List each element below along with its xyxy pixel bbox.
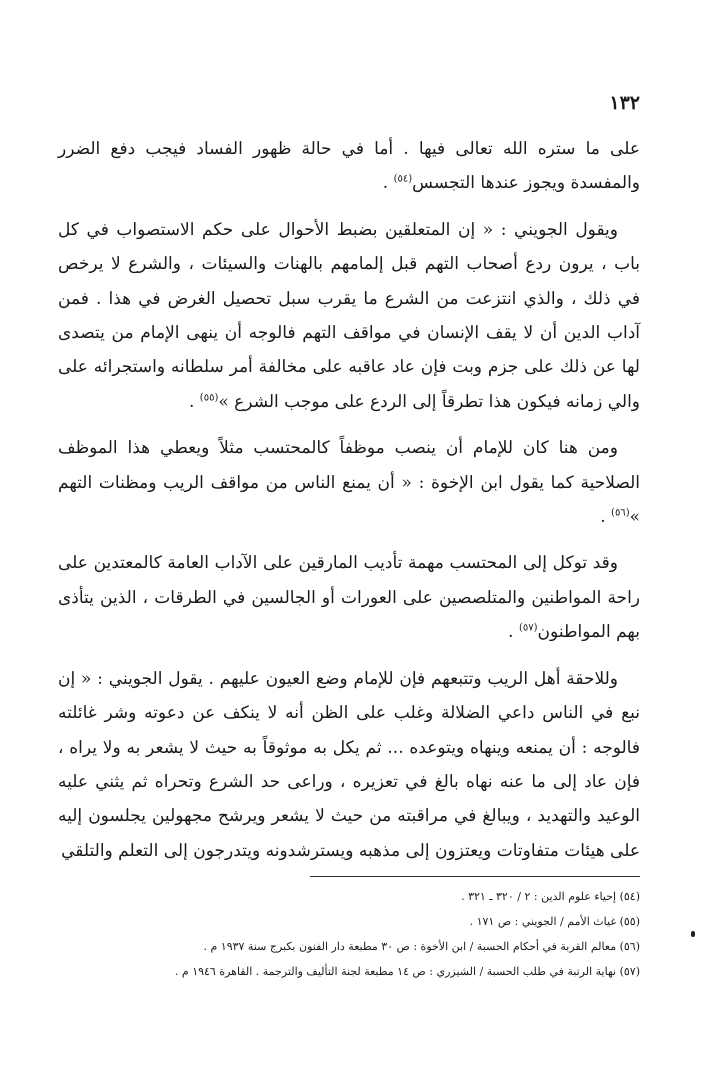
paragraph (58, 662, 640, 868)
paragraph (58, 213, 640, 419)
paragraph-tail: . (188, 391, 200, 412)
footnote-item: (٥٦) معالم القربة في أحكام الحسبة / ابن الأخوة : ص ٣٠ مطبعة دار الفنون بكبرج سنة ١٩٣٧ م . (203, 940, 640, 953)
footnote-divider (310, 876, 640, 877)
scan-speck (691, 931, 695, 937)
paragraph-text: وللاحقة أهل الريب وتتبعهم فإن للإمام وضع العيون عليهم . يقول الجويني : « إن نبع في الناس داعي الضلالة وغلب على الظن أنه لا ينكف عن دعوته وشر غائلته فالوجه : أن يمنعه وينهاه ويتوعده ... ثم يكل به موثوقاً به حيث لا يشعر به ولا يراه ، فإن عاد إلى ما عنه نهاه بالغ في تعزيره ، وراعى حد الشرع وتحراه ثم يثني عليه الوعيد والتهديد ، ويبالغ في مراقبته من حيث لا يشعر ويرشح مجهولين يجلسون إليه على هيئات متفاوتات ويعتزون إلى مذهبه ويسترشدونه ويتدرجون إلى التعلم والتلقي (58, 668, 640, 861)
paragraph-text: ويقول الجويني : « إن المتعلقين بضبط الأحوال على حكم الاستصواب في كل باب ، يرون ردع أصحاب التهم قبل إلمامهم بالهنات والسيئات ، والشرع لا يرخص في ذلك ، والذي انتزعت من الشرع ما يقرب سبل تحصيل الغرض في هذا . فمن آداب الدين أن لا يقف الإنسان في مواقف التهم فالوجه أن ينهى الإمام من يتصدى لها عن ذلك على جزم وبت فإن عاد عاقبه على مخالفة أمر سلطانه واستجرائه على والي زمانه فيكون هذا تطرقاً إلى الردع على موجب الشرع » (58, 219, 640, 412)
paragraph-text: على ما ستره الله تعالى فيها . أما في حالة ظهور الفساد فيجب دفع الضرر والمفسدة ويجوز عندها التجسس (58, 139, 640, 194)
paragraph-tail: . (600, 507, 612, 528)
footnote-ref[interactable]: (٥٥) (199, 392, 219, 404)
paragraph-text: ومن هنا كان للإمام أن ينصب موظفاً كالمحتسب مثلاً ويعطي هذا الموظف الصلاحية كما يقول ابن الإخوة : « أن يمنع الناس من مواقف الريب ومظنات التهم » (58, 438, 640, 528)
footnote-ref[interactable]: (٥٧) (518, 622, 538, 634)
paragraph (58, 431, 640, 534)
paragraph (58, 546, 640, 649)
footnotes (58, 884, 640, 984)
paragraph-tail: . (508, 622, 519, 643)
page-body (58, 92, 640, 880)
paragraph-text: وقد توكل إلى المحتسب مهمة تأديب المارقين على الآداب العامة كالمعتدين على راحة المواطنين والمتلصصين على العورات أو الجالسين في الطرقات ، الذين يتأذى بهم المواطنون (58, 553, 640, 643)
footnote-item: (٥٤) إحياء علوم الدين : ٢ / ٣٢٠ ـ ٣٢١ . (461, 890, 640, 903)
footnote-item: (٥٧) نهاية الرتبة في طلب الحسبة / الشيزري : ص ١٤ مطبعة لجنة التأليف والترجمة . القاهرة ١٩٤٦ م . (174, 965, 640, 978)
footnote-ref[interactable]: (٥٦) (611, 507, 630, 519)
footnote-item: (٥٥) غياث الأمم / الجويني : ص ١٧١ . (469, 915, 640, 928)
footnote-ref[interactable]: (٥٤) (393, 173, 413, 185)
paragraph-tail: . (382, 173, 394, 194)
page-number: ١٣٢ (609, 92, 640, 114)
paragraph (58, 132, 640, 201)
